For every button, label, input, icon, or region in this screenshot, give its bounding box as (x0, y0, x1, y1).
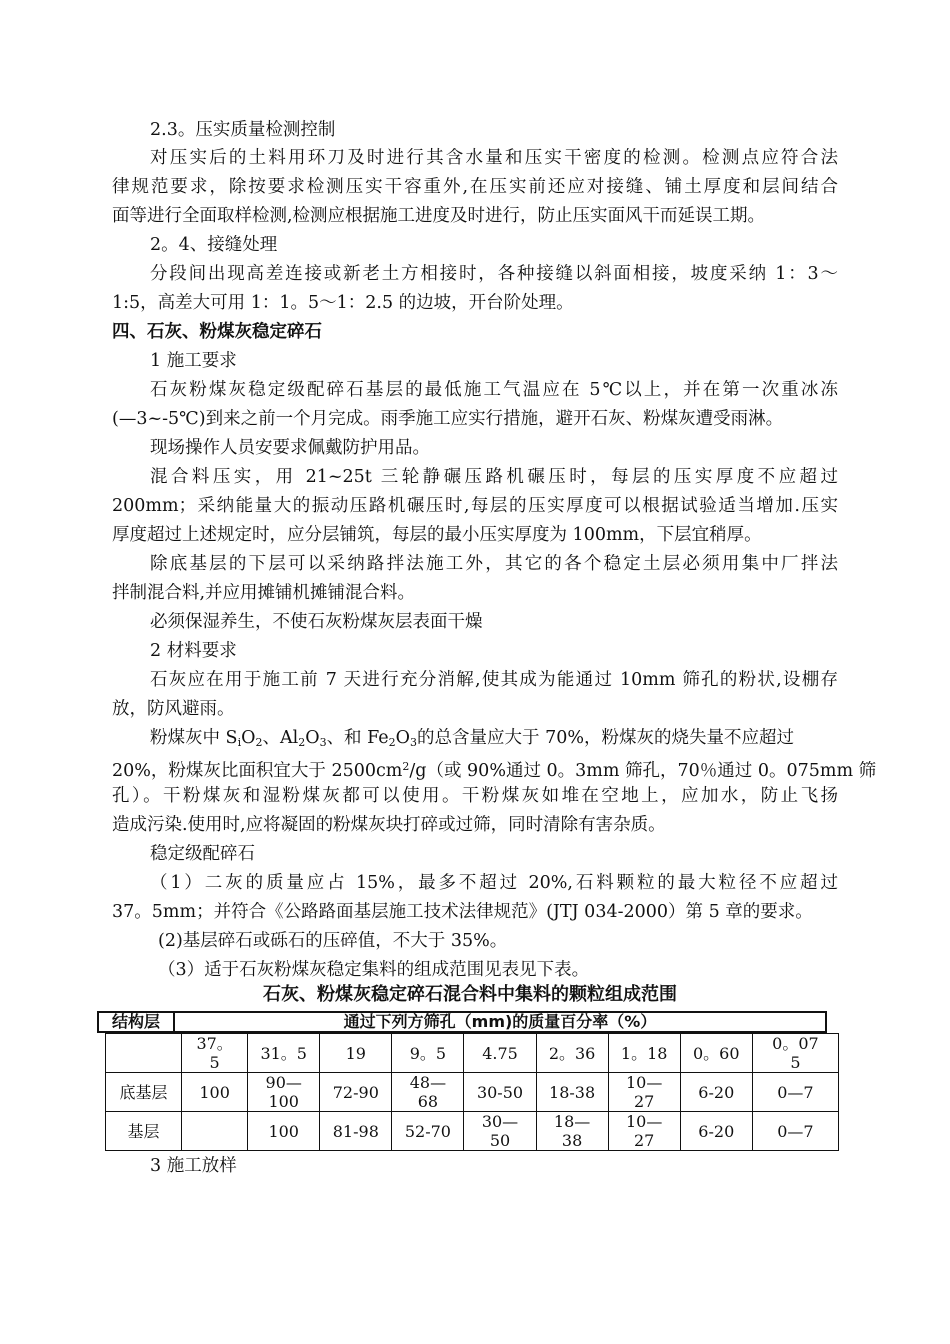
gradation-table (105, 1033, 839, 1151)
subsection-heading: 1 施工要求 (150, 351, 237, 371)
subscript: 3 (319, 736, 327, 749)
table-cell-empty (106, 1034, 182, 1073)
sieve-size-cell: 31。5 (248, 1034, 320, 1073)
paragraph-line: 律规范要求，除按要求检测压实干容重外,在压实前还应对接缝、铺土厚度和层间结合 (112, 177, 838, 197)
text-span: 、Al (262, 728, 299, 748)
text-span: O (241, 728, 256, 748)
text-span: O (305, 728, 320, 748)
percent-cell: 0—7 (752, 1073, 838, 1112)
percent-cell: 81-98 (320, 1112, 392, 1151)
paragraph-line: 对压实后的土料用环刀及时进行其含水量和压实干密度的检测。检测点应符合法 (150, 148, 838, 168)
text-span: O (395, 728, 411, 748)
paragraph-line: 孔）。干粉煤灰和湿粉煤灰都可以使用。干粉煤灰如堆在空地上，应加水，防止飞扬 (112, 786, 838, 806)
paragraph-line: 37。5mm；并符合《公路路面基层施工技术法律规范》(JTJ 034-2000）第 5 章的要求。 (112, 902, 813, 922)
percent-cell: 18-38 (536, 1073, 608, 1112)
percent-cell: 72-90 (320, 1073, 392, 1112)
paragraph-line: 200mm；采纳能量大的振动压路机碾压时,每层的压实厚度可以根据试验适当增加.压实 (112, 496, 838, 516)
subsection-heading: 2 材料要求 (150, 641, 237, 661)
table-header-percent: 通过下列方筛孔（mm)的质量百分率（%） (343, 1012, 657, 1031)
paragraph-line: 除底基层的下层可以采纳路拌法施工外，其它的各个稳定土层必须用集中厂拌法 (150, 554, 838, 574)
sieve-size-cell: 2。36 (536, 1034, 608, 1073)
superscript: 2 (402, 760, 410, 773)
paragraph-line: 放，防风避雨。 (112, 699, 235, 719)
sieve-size-cell: 9。5 (392, 1034, 464, 1073)
section-heading-2-3: 2.3。压实质量检测控制 (150, 120, 336, 140)
table-title: 石灰、粉煤灰稳定碎石混合料中集料的颗粒组成范围 (263, 984, 677, 1005)
percent-cell: 100 (248, 1112, 320, 1151)
percent-cell: 0—7 (752, 1112, 838, 1151)
paragraph-line: 必须保湿养生，不使石灰粉煤灰层表面干燥 (150, 612, 483, 632)
table-row (106, 1034, 839, 1073)
percent-cell: 52-70 (392, 1112, 464, 1151)
paragraph-line: (—3~-5℃)到来之前一个月完成。雨季施工应实行措施，避开石灰、粉煤灰遭受雨淋。 (112, 409, 784, 429)
percent-cell: 18— 38 (536, 1112, 608, 1151)
sieve-size-cell: 1。18 (608, 1034, 680, 1073)
text-span: 、和 Fe (326, 728, 389, 748)
percent-cell: 30-50 (464, 1073, 536, 1112)
percent-cell: 6-20 (680, 1112, 752, 1151)
paragraph-line: 拌制混合料,并应用摊铺机摊铺混合料。 (112, 583, 416, 603)
sieve-size-cell: 19 (320, 1034, 392, 1073)
paragraph-line: 石灰应在用于施工前 7 天进行充分消解,使其成为能通过 10mm 筛孔的粉状,设棚存 (150, 670, 838, 690)
subscript: i (237, 736, 242, 749)
sieve-size-cell: 4.75 (464, 1034, 536, 1073)
paragraph-line (112, 753, 876, 785)
paragraph-line: 1:5，高差大可用 1：1。5～1：2.5 的边坡，开台阶处理。 (112, 293, 574, 313)
sieve-size-cell: 0。07 5 (752, 1034, 838, 1073)
paragraph-line: 混合料压实，用 21~25t 三轮静碾压路机碾压时，每层的压实厚度不应超过 (150, 467, 838, 487)
paragraph-line: 造成污染.使用时,应将凝固的粉煤灰块打碎或过筛，同时清除有害杂质。 (112, 815, 666, 835)
paragraph-line: (2)基层碎石或砾石的压碎值，不大于 35%。 (158, 931, 508, 951)
paragraph-line: 现场操作人员安要求佩戴防护用品。 (150, 438, 430, 458)
layer-name-cell: 底基层 (106, 1073, 182, 1112)
percent-cell: 30— 50 (464, 1112, 536, 1151)
subscript: 2 (298, 736, 306, 749)
sieve-size-cell: 0。60 (680, 1034, 752, 1073)
table-row (106, 1073, 839, 1112)
subsection-heading: 稳定级配碎石 (150, 844, 255, 864)
sieve-size-cell: 37。 5 (182, 1034, 248, 1073)
percent-cell: 100 (182, 1073, 248, 1112)
text-span: 20%，粉煤灰比面积宜大于 2500cm (112, 761, 403, 781)
percent-cell: 10— 27 (608, 1112, 680, 1151)
percent-cell: 6-20 (680, 1073, 752, 1112)
subscript: 2 (388, 736, 396, 749)
percent-cell: 10— 27 (608, 1073, 680, 1112)
table-row (106, 1112, 839, 1151)
table-header-box (97, 1011, 827, 1033)
subscript: 3 (410, 736, 418, 749)
section-heading-2-4: 2。4、接缝处理 (150, 235, 278, 255)
paragraph-line: 分段间出现高差连接或新老土方相接时，各种接缝以斜面相接，坡度采纳 1：3～ (150, 264, 838, 284)
paragraph-line: 面等进行全面取样检测,检测应根据施工进度及时进行，防止压实面风干而延误工期。 (112, 206, 766, 226)
paragraph-line: 厚度超过上述规定时，应分层铺筑，每层的最小压实厚度为 100mm，下层宜稍厚。 (112, 525, 762, 545)
paragraph-line: （3）适于石灰粉煤灰稳定集料的组成范围见表见下表。 (158, 960, 590, 980)
section-heading-4: 四、石灰、粉煤灰稳定碎石 (112, 322, 322, 342)
subscript: 2 (255, 736, 263, 749)
text-span: /g（或 90%通过 0。3mm 筛孔，70％通过 0。075mm 筛 (409, 761, 877, 781)
table-header-layer: 结构层 (99, 1013, 175, 1031)
percent-cell: 48— 68 (392, 1073, 464, 1112)
text-span: 的总含量应大于 70%，粉煤灰的烧失量不应超过 (417, 728, 794, 748)
layer-name-cell: 基层 (106, 1112, 182, 1151)
percent-cell: 90— 100 (248, 1073, 320, 1112)
percent-cell (182, 1112, 248, 1151)
paragraph-line: 石灰粉煤灰稳定级配碎石基层的最低施工气温应在 5℃以上，并在第一次重冰冻 (150, 380, 838, 400)
subsection-heading: 3 施工放样 (150, 1156, 237, 1176)
text-span: 粉煤灰中 S (150, 728, 238, 748)
paragraph-line: （1）二灰的质量应占 15%，最多不超过 20%,石料颗粒的最大粒径不应超过 (150, 873, 838, 893)
